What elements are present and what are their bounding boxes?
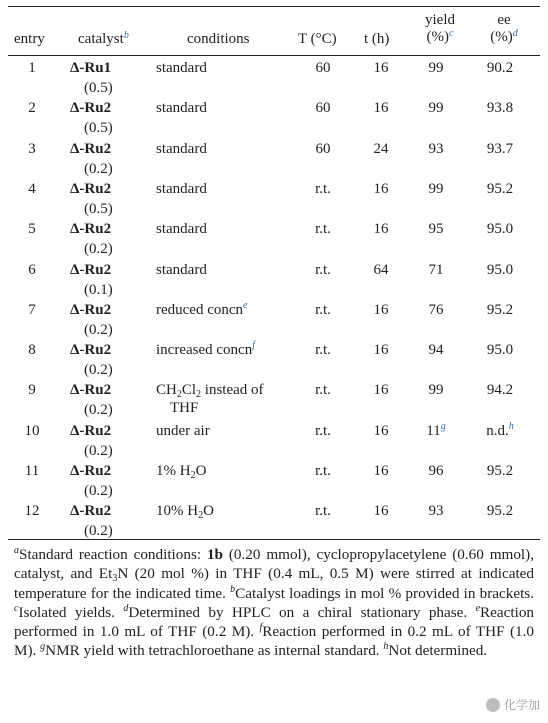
cell-temperature: r.t. (315, 463, 331, 479)
cell-entry: 8 (28, 342, 36, 359)
cell-yield-value: 95 (428, 221, 444, 238)
cell-catalyst-name: Δ-Ru2 (70, 221, 112, 238)
cell-catalyst (70, 220, 111, 238)
table-row (0, 220, 548, 260)
cell-yield-value: 94 (428, 342, 444, 359)
footnote-a-text2: (0.20 mmol), cyclopropylacetylene (0.60 mmol), catalyst, and Et (14, 546, 534, 583)
header-ee-line1: ee (497, 12, 511, 28)
cell-ee (480, 381, 520, 399)
cell-conditions (156, 99, 207, 117)
header-yield-unit: (%) (426, 29, 450, 45)
cell-ee (480, 59, 520, 77)
footnote-b-mark: b (230, 583, 236, 595)
cell-conditions-subscript-1: 2 (198, 510, 204, 522)
cell-ee-value: n.d. (486, 422, 509, 439)
cell-yield-value: 11 (426, 422, 441, 439)
cell-yield-value: 99 (428, 382, 444, 399)
cell-conditions-text: reduced concn (156, 301, 244, 318)
header-conditions: conditions (187, 31, 250, 47)
header-ee-footnote: d (512, 28, 518, 39)
cell-conditions (156, 341, 255, 359)
cell-conditions-line2: THF (170, 400, 199, 417)
cell-conditions (156, 59, 207, 77)
cell-entry: 10 (24, 422, 40, 439)
cell-entry: 3 (28, 140, 36, 157)
cell-ee-value: 95.2 (486, 301, 514, 318)
cell-catalyst-name: Δ-Ru2 (70, 301, 112, 318)
cell-time: 16 (373, 422, 389, 439)
header-yield-line1: yield (425, 12, 455, 28)
cell-catalyst-loading: (0.2) (84, 442, 113, 459)
table-top-rule (8, 6, 540, 7)
cell-catalyst-name: Δ-Ru2 (70, 463, 112, 479)
cell-conditions-footnote: e (243, 299, 248, 311)
cell-ee (480, 220, 520, 238)
cell-ee (480, 422, 520, 440)
cell-yield-value: 99 (428, 60, 444, 76)
cell-catalyst (70, 140, 111, 158)
table-row (0, 180, 548, 220)
cell-conditions (156, 502, 214, 520)
cell-catalyst-loading: (0.2) (84, 362, 113, 379)
cell-conditions-text: standard (156, 180, 207, 197)
cell-catalyst (70, 462, 111, 480)
cell-time: 16 (373, 301, 389, 318)
header-catalyst-footnote: b (123, 30, 129, 41)
cell-ee-footnote: h (508, 420, 514, 432)
cell-time: 16 (373, 180, 389, 197)
cell-catalyst (70, 261, 111, 279)
cell-conditions-part-b: Cl (181, 382, 197, 399)
cell-yield (420, 59, 452, 77)
cell-time: 16 (373, 100, 389, 117)
cell-yield-value: 99 (428, 100, 444, 117)
cell-ee (480, 140, 520, 158)
cell-conditions-text: standard (156, 261, 207, 278)
table-footnotes (14, 545, 534, 661)
cell-temperature: r.t. (315, 261, 331, 278)
cell-temperature: r.t. (315, 180, 331, 197)
cell-yield (420, 140, 452, 158)
footnote-e-mark: e (475, 602, 481, 614)
cell-conditions-part-a: CH (156, 382, 177, 399)
cell-ee-value: 95.2 (486, 463, 514, 479)
cell-catalyst-loading: (0.2) (84, 321, 113, 338)
cell-temperature: r.t. (315, 342, 331, 359)
cell-yield-value: 93 (428, 503, 444, 520)
footnote-d-text: Determined by HPLC on a chiral stationary phase. (128, 603, 476, 621)
footnote-f-text: Reaction performed in 0.2 mL of THF (1.0 M). (14, 623, 534, 660)
cell-time: 16 (373, 221, 389, 238)
cell-ee (480, 462, 520, 480)
cell-catalyst-name: Δ-Ru2 (70, 503, 112, 520)
cell-catalyst (70, 422, 111, 440)
table-row (0, 59, 548, 99)
footnote-b-text: Catalyst loadings in mol % provided in brackets. (235, 584, 534, 602)
cell-yield (420, 422, 452, 440)
cell-temperature: r.t. (315, 221, 331, 238)
cell-catalyst (70, 59, 111, 77)
cell-temperature: 60 (315, 60, 331, 76)
footnote-h-text: Not determined. (388, 642, 488, 660)
cell-ee (480, 180, 520, 198)
cell-yield (420, 220, 452, 238)
header-yield-line2 (422, 29, 458, 46)
cell-time: 16 (373, 382, 389, 399)
cell-catalyst (70, 99, 111, 117)
cell-ee (480, 99, 520, 117)
cell-entry: 1 (28, 60, 36, 76)
cell-conditions-text: standard (156, 60, 207, 76)
cell-conditions (156, 462, 206, 480)
table-row (0, 422, 548, 462)
cell-entry: 2 (28, 100, 36, 117)
cell-ee-value: 95.0 (486, 342, 514, 359)
cell-conditions (156, 301, 248, 319)
footnote-a-compound: 1b (206, 546, 223, 563)
cell-conditions (156, 220, 207, 238)
cell-entry: 5 (28, 221, 36, 238)
cell-catalyst-name: Δ-Ru2 (70, 342, 112, 359)
footnote-a-mark: a (14, 545, 19, 556)
cell-conditions-part-c: instead of (201, 382, 264, 399)
watermark-text: 化学加 (503, 698, 540, 712)
cell-conditions-text: standard (156, 140, 207, 157)
cell-conditions (156, 422, 210, 440)
footnote-g-text: NMR yield with tetrachloroethane as internal standard. (45, 642, 384, 660)
cell-conditions-part-a: 1% H (156, 463, 191, 479)
cell-catalyst-name: Δ-Ru1 (70, 60, 112, 76)
cell-ee-value: 93.8 (486, 100, 514, 117)
cell-time: 16 (373, 342, 389, 359)
cell-time: 64 (373, 261, 389, 278)
watermark-logo-icon (486, 698, 500, 712)
cell-catalyst-loading: (0.2) (84, 523, 113, 540)
header-time (364, 31, 389, 48)
cell-entry: 7 (28, 301, 36, 318)
cell-ee-value: 93.7 (486, 140, 514, 157)
cell-ee (480, 341, 520, 359)
footnote-a-text1: Standard reaction conditions: (19, 546, 207, 563)
cell-time: 24 (373, 140, 389, 157)
cell-conditions (156, 140, 207, 158)
cell-conditions-text: under air (156, 422, 210, 439)
cell-yield-value: 99 (428, 180, 444, 197)
footnote-d-mark: d (123, 602, 129, 614)
cell-conditions-text: standard (156, 100, 207, 117)
cell-yield-value: 93 (428, 140, 444, 157)
cell-ee-value: 95.2 (486, 503, 514, 520)
cell-catalyst-name: Δ-Ru2 (70, 180, 112, 197)
watermark (486, 696, 540, 713)
cell-temperature: 60 (315, 140, 331, 157)
cell-catalyst-name: Δ-Ru2 (70, 422, 112, 439)
footnote-c-mark: c (14, 602, 19, 614)
cell-temperature: r.t. (315, 503, 331, 520)
cell-temperature: r.t. (315, 301, 331, 318)
cell-entry: 6 (28, 261, 36, 278)
table-header-rule (8, 55, 540, 56)
cell-ee (480, 502, 520, 520)
header-temperature-label: T (°C) (298, 31, 337, 47)
cell-catalyst-loading: (0.2) (84, 160, 113, 177)
cell-conditions-text: standard (156, 221, 207, 238)
cell-time: 16 (373, 60, 389, 76)
cell-ee-value: 95.0 (486, 221, 514, 238)
cell-yield (420, 99, 452, 117)
table-row (0, 462, 548, 502)
table-row (0, 140, 548, 180)
cell-catalyst (70, 301, 111, 319)
cell-conditions (156, 381, 264, 399)
cell-yield (420, 381, 452, 399)
header-ee-line2 (484, 29, 524, 46)
table-row (0, 301, 548, 341)
header-time-label: t (h) (364, 31, 390, 47)
cell-yield (420, 502, 452, 520)
cell-catalyst-loading: (0.2) (84, 241, 113, 258)
cell-yield (420, 462, 452, 480)
header-catalyst (78, 31, 129, 48)
cell-yield-value: 96 (428, 463, 444, 479)
header-yield-footnote: c (449, 28, 454, 39)
cell-conditions-part-a: 10% H (156, 503, 199, 520)
footnote-f-mark: f (259, 622, 263, 634)
footnote-a-subscript: 3 (112, 573, 118, 585)
cell-yield-value: 71 (428, 261, 444, 278)
cell-catalyst (70, 180, 111, 198)
cell-catalyst-loading: (0.2) (84, 402, 113, 419)
header-yield (422, 12, 458, 46)
cell-conditions-footnote: f (252, 340, 255, 352)
footnote-e-text: Reaction performed in 1.0 mL of THF (0.2 M). (14, 603, 535, 641)
cell-entry: 12 (24, 503, 40, 520)
footnote-h-mark: h (383, 641, 389, 653)
cell-conditions-subscript-1: 2 (176, 389, 182, 401)
cell-time: 16 (373, 503, 389, 520)
cell-ee (480, 301, 520, 319)
cell-yield-value: 76 (428, 301, 444, 318)
table-row (0, 502, 548, 542)
cell-ee-value: 95.2 (486, 180, 514, 197)
cell-catalyst-name: Δ-Ru2 (70, 140, 112, 157)
cell-yield-footnote: g (440, 420, 446, 432)
cell-temperature: r.t. (315, 422, 331, 439)
cell-yield (420, 341, 452, 359)
cell-catalyst-loading: (0.2) (84, 483, 113, 499)
cell-catalyst-loading: (0.5) (84, 200, 113, 217)
cell-catalyst-loading: (0.5) (84, 80, 113, 96)
table-bottom-rule (8, 539, 540, 540)
cell-yield (420, 180, 452, 198)
footnote-c-text: Isolated yields. (18, 603, 124, 621)
table-row (0, 341, 548, 381)
table-row (0, 99, 548, 139)
header-ee (484, 12, 524, 46)
cell-conditions (156, 261, 207, 279)
header-temperature (298, 31, 337, 48)
footnote-a-text3: N (20 mol %) in THF (0.4 mL, 0.5 M) were stirred at indicated temperature for the indicated time. (14, 565, 535, 602)
header-ee-unit: (%) (490, 29, 513, 45)
cell-conditions-part-b: O (203, 503, 214, 520)
cell-ee-value: 94.2 (486, 382, 514, 399)
cell-entry: 11 (24, 463, 40, 479)
cell-catalyst-name: Δ-Ru2 (70, 261, 112, 278)
cell-conditions-text: increased concn (156, 342, 253, 359)
cell-catalyst-loading: (0.5) (84, 120, 113, 137)
cell-catalyst-name: Δ-Ru2 (70, 382, 112, 399)
cell-time: 16 (373, 463, 389, 479)
cell-ee-value: 90.2 (486, 60, 514, 76)
cell-entry: 4 (28, 180, 36, 197)
cell-temperature: 60 (315, 100, 331, 117)
cell-entry: 9 (28, 382, 36, 399)
cell-yield (420, 301, 452, 319)
header-catalyst-label: catalyst (78, 31, 124, 47)
cell-catalyst (70, 502, 111, 520)
cell-catalyst-loading: (0.1) (84, 281, 113, 298)
cell-ee-value: 95.0 (486, 261, 514, 278)
cell-conditions-subscript-1: 2 (190, 470, 196, 481)
cell-yield (420, 261, 452, 279)
table-row (0, 261, 548, 301)
cell-temperature: r.t. (315, 382, 331, 399)
cell-catalyst (70, 341, 111, 359)
footnote-g-mark: g (40, 641, 46, 653)
cell-catalyst-name: Δ-Ru2 (70, 100, 112, 117)
cell-ee (480, 261, 520, 279)
cell-conditions-part-b: O (195, 463, 207, 479)
cell-conditions-subscript-2: 2 (196, 389, 202, 401)
header-entry: entry (14, 31, 45, 47)
cell-conditions (156, 180, 207, 198)
cell-catalyst (70, 381, 111, 399)
table-row (0, 381, 548, 421)
